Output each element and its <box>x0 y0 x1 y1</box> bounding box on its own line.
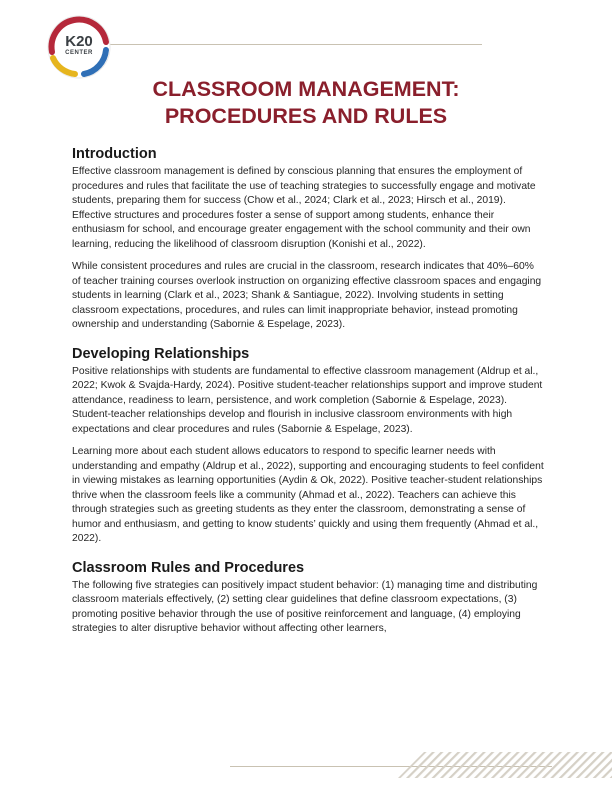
paragraph: Positive relationships with students are fundamental to effective classroom management (Aldrup et al., 2022; Kwok & Svajda-Hardy, 2024). Positive student-teacher relationships support and improve student attendance, readiness to learn, persistence, and work completion (Sabornie & Espelage, 2023). Student-teacher relationships develop and flourish in inclusive classroom environments with high expectations and clear procedures and rules (Sabornie & Espelage, 2023). <box>72 365 543 435</box>
title-line-2: PROCEDURES AND RULES <box>164 104 448 128</box>
section-heading: Developing Relationships <box>72 345 250 362</box>
header-rule <box>110 44 482 45</box>
title-line-1: CLASSROOM MANAGEMENT: <box>152 77 460 101</box>
footer-stripes-decoration <box>398 752 612 778</box>
section-developing-relationships <box>72 345 544 547</box>
logo-subtext: CENTER <box>65 50 93 56</box>
section-heading: Introduction <box>72 146 157 162</box>
paragraph: Effective classroom management is defined by conscious planning that ensures the employment of procedures and rules that facilitate the use of teaching strategies to successfully engage and motivate students, preparing them for success (Chow et al., 2024; Clark et al., 2023; Hirsch et al., 2019). Effective structures and procedures foster a sense of support among students, enhance their enthusiasm for school, and encourage greater engagement with the school community and their own learning, reducing the likelihood of classroom disruption (Konishi et al., 2022). <box>72 166 536 250</box>
page-title <box>0 76 612 130</box>
paragraph: While consistent procedures and rules are crucial in the classroom, research indicates that 40%–60% of teacher training courses overlook instruction on organizing effective classroom spaces and engaging students in learning (Clark et al., 2023; Shank & Santiague, 2022). Involving students in setting classroom expectations, procedures, and rules can limit inappropriate behavior, instead promoting ownership and understanding (Sabornie & Espelage, 2023). <box>72 261 542 330</box>
logo-text: K20 <box>65 33 93 50</box>
section-heading: Classroom Rules and Procedures <box>72 559 305 576</box>
section-classroom-rules <box>72 559 544 637</box>
paragraph: The following five strategies can positively impact student behavior: (1) managing time and distributing classroom materials effectively, (2) setting clear guidelines that define classroom expectations, (3) promoting positive behavior through the use of positive reinforcement and language, (4) employing strategies to alter disruptive behavior without affecting other learners, <box>72 579 538 634</box>
document-body <box>72 145 544 645</box>
k20-center-logo <box>44 12 114 82</box>
section-introduction <box>72 145 544 333</box>
paragraph: Learning more about each student allows educators to respond to specific learner needs with understanding and empathy (Aldrup et al., 2022), supporting and encouraging students to feel confident in viewing mistakes as learning opportunities (Aydin & Ok, 2022). Positive teacher-student relationships thrive when the classroom feels like a community (Ahmad et al., 2022). Teachers can achieve this through strategies such as greeting students as they enter the classroom, demonstrating a sense of humor and enthusiasm, and getting to know students’ quickly and using them frequently (Ahmad et al., 2022). <box>72 446 544 544</box>
